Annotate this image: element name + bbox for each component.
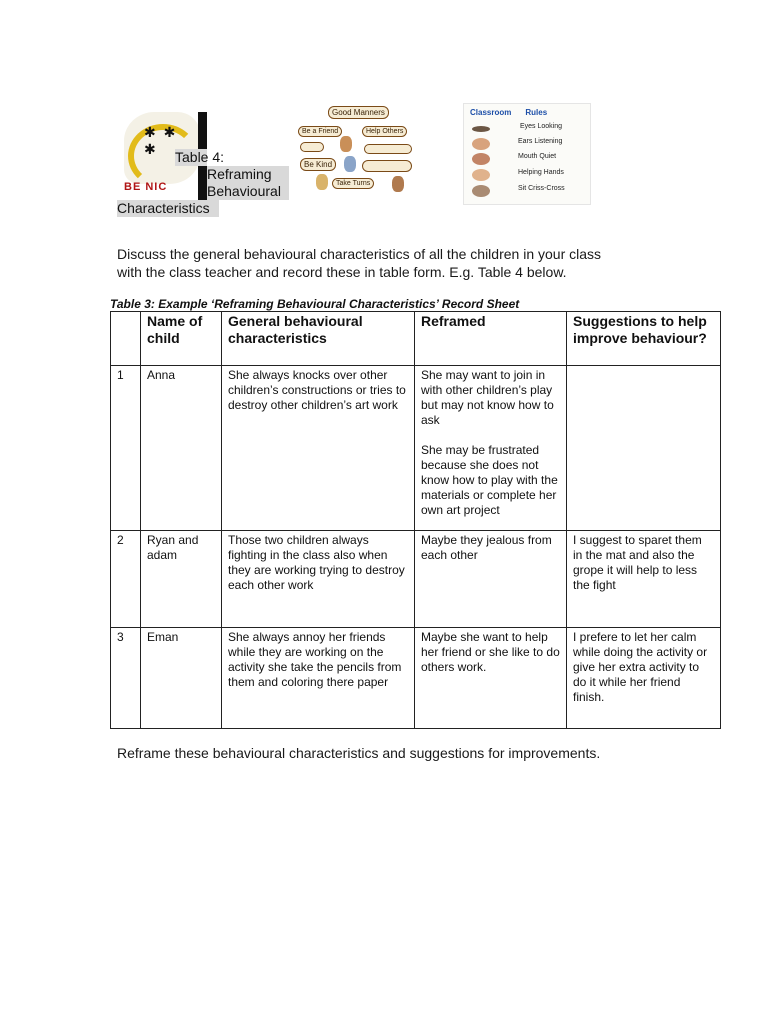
- intro-line-2: with the class teacher and record these in table form. E.g. Table 4 below.: [117, 263, 567, 280]
- suggestion-text: I prefere to let her calm while doing the activity or give her extra activity to do it while her friend finish.: [567, 628, 721, 729]
- sitting-child-icon: [472, 185, 490, 197]
- child-figure-icon: [344, 156, 356, 172]
- rule-row: Eyes Looking: [470, 122, 588, 136]
- reframed-text: Maybe they jealous from each other: [421, 533, 552, 562]
- caption-line-1: Table 4:: [175, 149, 225, 165]
- suggestion-text: I suggest to sparet them in the mat and also the grope it will help to less the fight: [567, 531, 721, 628]
- reframed-cell: [415, 366, 567, 531]
- good-manners-clipart: [296, 104, 420, 194]
- caption-line-3: Behavioural: [207, 183, 289, 200]
- scroll-clipart-image: [122, 104, 225, 192]
- header-general: General behavioural characteristics: [222, 312, 415, 366]
- child-name: Ryan and adam: [141, 531, 222, 628]
- caption-line-4: Characteristics: [117, 200, 219, 217]
- suggestion-text: [567, 366, 721, 531]
- table-header-row: [111, 312, 721, 366]
- poster-title: Classroom Rules: [470, 108, 548, 117]
- header-name: Name of child: [141, 312, 222, 366]
- general-characteristics: She always knocks over other children’s constructions or tries to destroy other children’s art work: [222, 366, 415, 531]
- rule-row: Mouth Quiet: [470, 152, 588, 166]
- clipart-badge-text: BE NIC: [124, 181, 168, 192]
- intro-paragraph: [117, 246, 601, 281]
- reframed-text: Maybe she want to help her friend or she like to do others work.: [421, 630, 560, 674]
- tag-blank-3: [362, 160, 412, 172]
- table-row: [111, 366, 721, 531]
- hands-icon: [472, 169, 490, 181]
- tag-take-turns: Take Turns: [332, 178, 374, 189]
- reframed-text: She may want to join in with other children’s play but may not know how to ask: [421, 368, 554, 427]
- rule-row: Helping Hands: [470, 168, 588, 182]
- reframed-text: She may be frustrated because she does not know how to play with the materials or complete her own art project: [421, 443, 558, 517]
- tag-be-kind: Be Kind: [300, 158, 336, 171]
- header-number: [111, 312, 141, 366]
- eye-icon: [472, 126, 490, 132]
- rule-row: Sit Criss-Cross: [470, 184, 588, 198]
- tag-help-others: Help Others: [362, 126, 407, 137]
- row-number: 3: [111, 628, 141, 729]
- child-figure-icon: [392, 176, 404, 192]
- reframed-cell: [415, 628, 567, 729]
- child-figure-icon: [316, 174, 328, 190]
- general-characteristics: Those two children always fighting in the class also when they are working trying to destroy each other work: [222, 531, 415, 628]
- tag-blank-1: [300, 142, 324, 152]
- row-number: 2: [111, 531, 141, 628]
- child-name: Anna: [141, 366, 222, 531]
- table-row: [111, 531, 721, 628]
- tag-be-a-friend: Be a Friend: [298, 126, 342, 137]
- header-reframed: Reframed: [415, 312, 567, 366]
- header-suggestions: Suggestions to help improve behaviour?: [567, 312, 721, 366]
- child-figure-icon: [340, 136, 352, 152]
- reframed-cell: [415, 531, 567, 628]
- intro-line-1: Discuss the general behavioural characteristics of all the children in your class: [117, 246, 602, 262]
- caption-line-2: Reframing: [207, 166, 289, 183]
- record-sheet-table: [110, 311, 721, 729]
- child-name: Eman: [141, 628, 222, 729]
- tag-blank-2: [364, 144, 412, 154]
- classroom-rules-poster: [463, 103, 591, 205]
- table-caption: Table 3: Example ‘Reframing Behavioural Characteristics’ Record Sheet: [110, 297, 520, 311]
- rule-row: Ears Listening: [470, 137, 588, 151]
- closing-paragraph: Reframe these behavioural characteristics and suggestions for improvements.: [117, 745, 601, 761]
- table-row: [111, 628, 721, 729]
- ear-icon: [472, 138, 490, 150]
- mouth-icon: [472, 153, 490, 165]
- row-number: 1: [111, 366, 141, 531]
- stars-icon: ✱ ✱ ✱: [144, 124, 178, 157]
- general-characteristics: She always annoy her friends while they are working on the activity she take the pencils from them and coloring there paper: [222, 628, 415, 729]
- tag-good-manners: Good Manners: [328, 106, 389, 119]
